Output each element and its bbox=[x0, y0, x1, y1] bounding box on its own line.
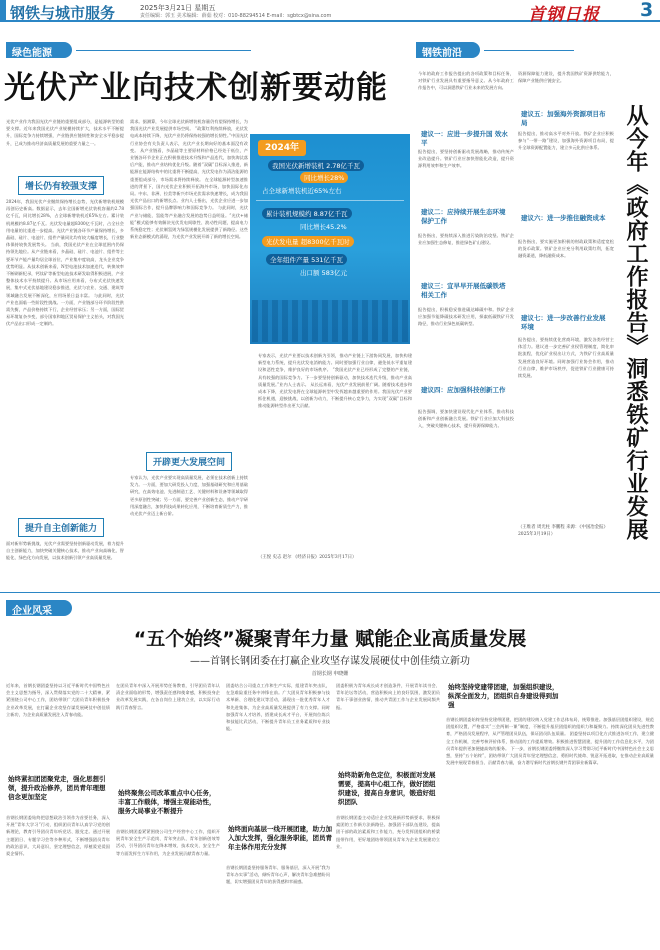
infographic-stat-6: 光伏发电量 超8300亿千瓦时 bbox=[262, 236, 354, 247]
right-col2-text-a: 资源保障能力建设，提升我国铁矿资源供给能力，保障产业链供应链安全。 bbox=[518, 71, 614, 84]
infographic-stat-4: 累计装机规模约 8.87亿千瓦 bbox=[262, 208, 352, 219]
section-tag-label: 绿色能源 bbox=[12, 48, 52, 59]
right-section-tag-label: 钢铁前沿 bbox=[422, 48, 462, 59]
right-subhead-4: 建议四：应加强科技创新工作 bbox=[418, 384, 514, 395]
right-subhead-6: 建议六：进一步推住融资成本 bbox=[518, 212, 614, 223]
right-article-source: （王维者 周光柱 李鹏程 来源：《中国冶金报》2025年3月19日） bbox=[518, 525, 608, 537]
bottom-col1-text-b: 首钢长钢团委始终把思想政治引领作为首要任务，深入开展“青年大学习”行动，组织团员青年认真学习党的创新理论，教育引导团员青年听党话、跟党走。通过开展主题团日、专题学习会等多种形式，不断增强团员青年的政治意识、大局意识，坚定理想信念，厚植爱党爱国爱企情怀。 bbox=[6, 815, 110, 857]
right-col1-text-a: 今年的政府工作报告提出的各项政策和目标任务，对铁矿行业发展具有重要指导意义。从今年政府工作报告中，可以洞悉铁矿行业未来的发展方向。 bbox=[418, 71, 514, 91]
bottom-col4-text-a: 团委积极为青年成长成才创造条件，开展青年读书会、青年论坛等活动，营造积极向上的良好氛围，激发团员青年干事创业热情，推动共青团工作与企业发展同频共振。 bbox=[336, 683, 440, 710]
right-vertical-title-text: 从今年《政府工作报告》洞悉铁矿行业发展 bbox=[623, 104, 648, 541]
infographic-stat-8: 出口额 583亿元 bbox=[300, 269, 347, 277]
right-col2-text-b: 报告提出，推动高水平对外开放。铁矿企业应积极参与“一带一路”建设，加强海外资源项目布局，提升全球资源配置能力，建立多元化供应体系。 bbox=[518, 131, 614, 151]
top-article-rule bbox=[76, 50, 251, 51]
infographic-stat-1: 我国光伏新增装机 2.78亿千瓦 bbox=[268, 160, 364, 171]
top-subhead-3: 开辟更大发展空间 bbox=[146, 452, 232, 471]
header-section-title: 钢铁与城市服务 bbox=[10, 4, 116, 22]
bottom-subhead-1: 始终紧扣团团聚党走，强化思想引领，提升政治修养，团员青年理想信念更加坚定 bbox=[6, 774, 110, 803]
top-col2-text-b: 专家认为，光伏产业要实现高质量发展，必须在技术创新上持续发力。一方面，要加大研发投入力度，加强基础研究和应用基础研究，在高效电池、先进制造工艺、关键材料和设备等领域取得更多原创性突破；另一方面，要完善产业创新生态，推动产学研用深度融合，加快科技成果转化应用，不断培育新质生产力，推动光伏产业迈上新台阶。 bbox=[130, 475, 248, 517]
right-subhead-2: 建议二：应持续开展生态环境保护工作 bbox=[418, 206, 514, 226]
bottom-byline: 首钢长钢 申晓姗 bbox=[311, 671, 349, 677]
bottom-subtitle: ——首钢长钢团委在打赢企业攻坚存谋发展硬仗中创佳绩立新功 bbox=[190, 656, 470, 667]
right-col1-text-c: 报告指出，要持续深入推进污染防治攻坚。铁矿企业应加强生态修复，推进绿色矿山建设。 bbox=[418, 233, 514, 246]
right-col1-text-b: 报告提出，要坚持创新驱动发展战略，推动传统产业改造提升。铁矿行业应加快智能化改造，提升资源利用效率和生产效率。 bbox=[418, 149, 514, 169]
header-editor-info: 责任编辑：郭玉 美术编辑：薛茹 校对：010-88294514 E-mail：sgbtcx@sina.com bbox=[140, 13, 332, 19]
header-date: 2025年3月21日 星期五 bbox=[140, 4, 216, 12]
infographic-stat-2: 同比增长28% bbox=[300, 172, 348, 183]
bottom-col3-text-a: 团委结合公司重点工作和生产实际，组建青年突击队，在急难险重任务中冲锋在前。广大团员青年积极参与技术革新、合理化建议等活动，涌现出一批优秀青年人才和先进集体，为企业高质量发展提供了有力支撑。同时加强青年人才培养，搭建成长成才平台，开展岗位练兵和技能比武活动，不断提升青年员工业务素质和专业技能。 bbox=[226, 683, 330, 732]
infographic-skyline bbox=[252, 300, 408, 342]
infographic-badge-2024 bbox=[258, 140, 306, 156]
top-col1-text-b: 2024年，我国光伏产业继续保持增长态势，光伏新增装机规模再创历史新高。数据显示，去年全国新增光伏装机容量约2.78亿千瓦，同比增长28%，占全球新增装机近65%左右。累计装机规模约8.87亿千瓦。光伏发电量超8300亿千瓦时，占全社会用电量的比重进一步提高。光伏产业链各环节产量保持增长，多晶硅、硅片、电池片、组件产量同比均有较大幅度增长，行业整体保持较快发展势头。 当前，我国光伏产业在全球范围内仍保持领先地位。从产业链来看，多晶硅、硅片、电池片、组件等主要环节产能产量均居全球首位，产业集中度较高，龙头企业竞争优势明显。从技术创新来看，N型电池技术加速迭代，转换效率不断刷新纪录，钙钛矿等新型电池技术研发取得积极进展，产业整体技术水平持续提升。从市场应用来看，分布式光伏快速发展，集中式光伏基地建设稳步推进，光伏与农业、交通、建筑等领域融合发展不断深化，应用场景日益丰富。 与此同时，光伏产业也面临一些阶段性挑战。一方面，产业链部分环节阶段性供需失衡，产品价格持续下行，企业经营承压；另一方面，国际贸易环境复杂多变，部分国家和地区贸易保护主义抬头，对我国光伏产品出口形成一定制约。 bbox=[6, 199, 124, 327]
right-vertical-title bbox=[620, 104, 650, 544]
right-subhead-1: 建议一：应进一步提升国 效水平 bbox=[418, 128, 514, 148]
header-bars bbox=[0, 0, 6, 22]
top-col1-text-a: 光伏产业作为我国光伏产业链的重要组成部分，是能源转型的重要支撑。近年来我国光伏产业规模持续扩大，技术水平不断提升，国际竞争力持续增强，产业链供应链韧性和安全水平稳步提升，已成为推动经济高质量发展的重要力量之一。 bbox=[6, 119, 124, 146]
right-subhead-3: 建议三：宜早早开展低碳铁塔相关工作 bbox=[418, 280, 514, 300]
page-header bbox=[0, 0, 660, 24]
bottom-col4-text-b: 首钢长钢团委主动适应企业发展新形势新要求，积极探索团的工作新方法新路径。加强团干部队伍建设，提高团干部的政治素质和工作能力，充分发挥团组织的桥梁纽带作用，更好地团结带领团员青年为企业发展建功立业。 bbox=[336, 815, 440, 849]
bottom-col1-text-a: 近年来，首钢长钢团委坚持以习近平新时代中国特色社会主义思想为指导，深入贯彻落实党的二十大精神，紧紧围绕公司中心工作，团结带领广大团员青年积极投身企业改革发展，在打赢企业攻坚存谋发展硬仗中创佳绩立新功，为企业高质量发展注入青春动能。 bbox=[6, 683, 110, 717]
right-col2-text-c: 报告指出，要实施更加积极的财政政策和适度宽松的货币政策。铁矿企业应充分利用政策红利，拓宽融资渠道，降低融资成本。 bbox=[518, 239, 614, 259]
section-tag-green-energy bbox=[6, 42, 72, 58]
top-col1-text-c: 面对新形势新挑战，光伏产业需要坚持创新驱动发展，着力提升自主创新能力，加快突破关键核心技术，推动产业向高端化、智能化、绿色化方向发展，以技术创新引领产业高质量发展。 bbox=[6, 541, 124, 561]
infographic-stat-3: 占全球新增装机近65%左右 bbox=[262, 187, 342, 195]
bottom-subhead-2: 始终聚焦公司改革重点中心任务，丰富工作载体，增强主观能动性，服务大局事业不断提升 bbox=[116, 788, 220, 817]
infographic-stat-7: 全年组件产量 531亿千瓦 bbox=[266, 254, 347, 265]
top-article-source: （王悦 史志 赵尔 《经济日报》2025年3月17日） bbox=[258, 555, 357, 560]
header-page-number: 3 bbox=[640, 0, 654, 21]
section-tag-steel-frontier bbox=[416, 42, 480, 58]
infographic-year: 2024年 bbox=[264, 143, 300, 153]
right-subhead-7: 建议七：进一步改善行业发展环境 bbox=[518, 312, 614, 332]
bottom-section-tag-label: 企业风采 bbox=[12, 606, 52, 617]
right-subhead-5: 建议五：加强海外资源项目布局 bbox=[518, 108, 614, 128]
bottom-subhead-3: 始终面向基层一线开展团建，助力加入加大发挥，强化服务职能，团员青年主体作用充分发挥 bbox=[226, 824, 336, 853]
bottom-col2-text-a: 在团员青年中深入开展形势任务教育，引导团员青年认清企业面临的形势，增强责任感和使命感，积极投身企业改革发展实践，在各自岗位上建功立业，以实际行动践行青春誓言。 bbox=[116, 683, 220, 710]
section-tag-corporate bbox=[6, 600, 72, 616]
bottom-col2-text-b: 首钢长钢团委紧紧围绕公司生产经营中心工作，组织开展青年安全生产示范岗、青年突击队、青年创新创效等活动，引导团员青年在降本增效、技术攻关、安全生产等方面发挥生力军作用，为企业发展贡献青春力量。 bbox=[116, 829, 220, 856]
infographic-divider bbox=[256, 200, 404, 201]
top-headline: 光伏产业向技术创新要动能 bbox=[4, 70, 388, 106]
right-col1-text-d: 报告提出，积极稳妥推进碳达峰碳中和。铁矿企业应加强节能降碳技术研发应用，探索低碳铁矿开发路径，推动行业绿色低碳转型。 bbox=[418, 307, 514, 327]
header-brand-logo: 首钢日报 bbox=[528, 5, 600, 25]
right-col2-text-d: 报告提出，要持续优化营商环境，激发各类经营主体活力。建议进一步完善矿业权管理制度，简化审批流程，优化矿业权出让方式，为铁矿行业高质量发展营造良好环境。同时加强行业协会作用，推动行业自律，维护市场秩序，促进铁矿行业健康可持续发展。 bbox=[518, 337, 614, 379]
right-article-rule bbox=[484, 50, 574, 51]
bottom-headline: “五个始终”凝聚青年力量 赋能企业高质量发展 bbox=[133, 628, 527, 650]
right-col1-text-e: 报告强调，要加快建设现代化产业体系，推动科技创新和产业创新融合发展。铁矿行业应加大科技投入，突破关键核心技术，提升资源保障能力。 bbox=[418, 409, 514, 429]
bottom-col3-text-b: 首钢长钢团委坚持服务青年、服务基层，深入开展“我为青年办实事”活动，倾听青年心声，解决青年急难愁盼问题，切实增强团员青年的获得感和幸福感。 bbox=[226, 865, 330, 885]
bottom-subhead-4: 始终助新角色定位，积极面对发展需要，提高中心组工作，做好团组织建设，提高自身意识，锻造好组织团队 bbox=[336, 770, 440, 808]
top-subhead-1: 增长仍有较强支撑 bbox=[18, 176, 104, 195]
bottom-subhead-5: 始终坚持党建带团建，加强组织建设，纵深全面发力，团组织自身建设得到加强 bbox=[446, 682, 566, 711]
top-col2-text-a: 需求。据测算，今年全球光伏新增装机容量仍有望保持增长，为我国光伏产业发展提供市场空间。 “政策红利持续释放，光伏发电成本持续下降，光伏产业仍将保持较强的增长韧性。”中国光伏行业协会有关负责人表示，光伏产业长期向好的基本面没有改变。 从产业链看，多晶硅等主要原材料价格已经处于低位，产业链各环节企业正在积极推进技术升级和产品迭代，加快淘汰落后产能，推动产业结构优化升级。随着“双碳”目标深入推进，新能源在能源结构中的比重将不断提高，光伏发电作为清洁能源的重要组成部分，市场需求将持续释放。 在全球能源转型加速推进的背景下，国内光伏企业积极开拓海外市场，加快国际化布局。中东、非洲、拉美等新兴市场光伏需求快速增长，成为我国光伏产品出口的新增长点。业内人士指出，光伏企业应进一步加强国际合作，提升品牌影响力和国际竞争力。 与此同时，光伏产业与储能、氢能等产业融合发展的趋势日益明显。“光伏+储能”模式能够有效解决光伏发电间歇性、波动性问题，提高电力系统稳定性；光伏制氢则为绿氢规模化发展提供了新路径。这些新业态新模式的涌现，为光伏产业发展开辟了新的增长空间。 bbox=[130, 119, 248, 240]
bottom-col5-text: 首钢长钢团委始终坚持党建带团建，把团的建设纳入党建工作总体布局，统筹推进。加强基层团组织建设，规范团组织设置，严格落实“三会两制一课”制度，不断提升基层团组织的组织力和凝聚力。持续深化团员先进性教育，严格团员发展程序，从严管理团员队伍，保证团员队伍质量。 团委坚持以项目化方式推进各项工作，建立健全工作机制，完善考核评价体系，推动团的工作提质增效。积极推进智慧团建，提升团的工作信息化水平，为团员青年提供更加便捷高效的服务。 下一步，首钢长钢团委将继续深入学习贯彻习近平新时代中国特色社会主义思想，坚持“五个始终”，团结带领广大团员青年坚定理想信念、勇担时代使命、锐意开拓进取，在推动企业高质量发展中展现青春担当、贡献青春力量，奋力谱写新时代首钢长钢共青团事业新篇章。 bbox=[446, 717, 654, 766]
top-col3-text: 专家表示，光伏产业要以技术创新为引领，推动产业链上下游协同发展，加快构建新型电力系统，提升光伏发电消纳能力。同时要加强行业自律，避免低水平重复建设和恶性竞争，维护良好的市场秩序。 “我国光伏产业已经形成了完整的产业链，具有较强的国际竞争力。下一步要坚持创新驱动，加快技术迭代升级，推动产业高质量发展。”业内人士表示。 从长远来看，光伏产业发展前景广阔。随着技术进步和成本下降，光伏发电将在全球能源转型中发挥越来越重要的作用。我国光伏产业要抓住机遇，迎接挑战，以创新为动力，不断提升核心竞争力，为实现“双碳”目标和推动能源转型作出更大贡献。 bbox=[258, 353, 412, 409]
infographic-stat-5: 同比增长45.2% bbox=[300, 223, 347, 231]
top-subhead-2: 提升自主创新能力 bbox=[18, 518, 104, 537]
middle-divider bbox=[0, 592, 660, 593]
